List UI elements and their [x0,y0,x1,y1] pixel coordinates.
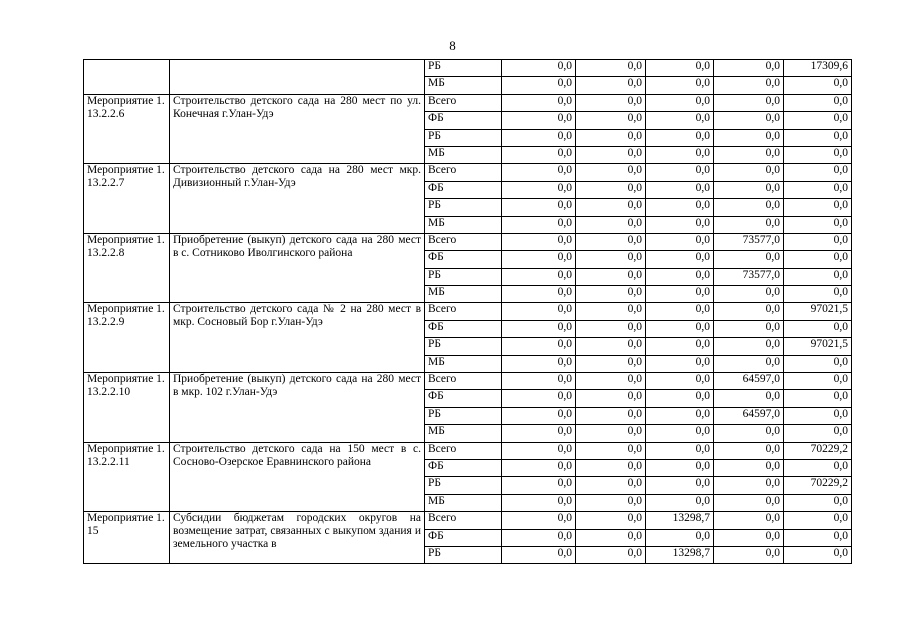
measure-code-cell: Мероприятие 1.13.2.2.6 [84,94,170,164]
value-cell: 0,0 [646,303,714,320]
measure-code-cell: Мероприятие 1.15 [84,512,170,564]
value-cell: 0,0 [646,425,714,442]
value-cell: 0,0 [784,390,852,407]
value-cell: 73577,0 [714,233,784,250]
funding-source-cell: ФБ [425,459,502,476]
value-cell: 0,0 [646,94,714,111]
value-cell: 0,0 [646,77,714,94]
value-cell: 0,0 [576,146,646,163]
value-cell: 0,0 [714,512,784,529]
value-cell: 0,0 [502,164,576,181]
value-cell: 97021,5 [784,303,852,320]
value-cell: 0,0 [576,338,646,355]
value-cell: 0,0 [714,77,784,94]
value-cell: 0,0 [714,390,784,407]
value-cell: 0,0 [502,60,576,77]
measure-code-cell: Мероприятие 1.13.2.2.9 [84,303,170,373]
value-cell: 0,0 [784,164,852,181]
table-row [84,94,852,111]
value-cell: 0,0 [646,355,714,372]
value-cell: 0,0 [502,546,576,563]
measure-description-cell: Строительство детского сада на 150 мест в с. Сосново-Озерское Еравнинского района [170,442,425,512]
table-row [84,303,852,320]
value-cell: 0,0 [502,129,576,146]
value-cell: 0,0 [576,320,646,337]
value-cell: 0,0 [714,94,784,111]
funding-source-cell: ФБ [425,112,502,129]
value-cell: 0,0 [714,442,784,459]
table-row [84,60,852,77]
value-cell: 0,0 [784,129,852,146]
value-cell: 0,0 [576,181,646,198]
value-cell: 0,0 [714,546,784,563]
value-cell: 0,0 [784,268,852,285]
value-cell: 0,0 [714,286,784,303]
table-row [84,512,852,529]
value-cell: 0,0 [784,251,852,268]
measure-code-cell [84,60,170,95]
value-cell: 70229,2 [784,477,852,494]
measure-code-cell: Мероприятие 1.13.2.2.7 [84,164,170,234]
value-cell: 70229,2 [784,442,852,459]
value-cell: 0,0 [646,199,714,216]
funding-source-cell: МБ [425,216,502,233]
value-cell: 0,0 [502,251,576,268]
value-cell: 0,0 [784,529,852,546]
funding-source-cell: Всего [425,303,502,320]
value-cell: 0,0 [576,477,646,494]
value-cell: 0,0 [576,425,646,442]
value-cell: 0,0 [646,390,714,407]
value-cell: 64597,0 [714,407,784,424]
value-cell: 0,0 [646,164,714,181]
value-cell: 0,0 [714,338,784,355]
value-cell: 0,0 [646,112,714,129]
value-cell: 0,0 [576,77,646,94]
value-cell: 0,0 [576,512,646,529]
value-cell: 0,0 [576,546,646,563]
funding-source-cell: ФБ [425,181,502,198]
value-cell: 0,0 [784,425,852,442]
value-cell: 0,0 [784,112,852,129]
value-cell: 0,0 [576,164,646,181]
funding-source-cell: ФБ [425,529,502,546]
value-cell: 0,0 [646,373,714,390]
value-cell: 0,0 [784,94,852,111]
value-cell: 0,0 [714,303,784,320]
value-cell: 0,0 [502,94,576,111]
funding-source-cell: МБ [425,425,502,442]
value-cell: 0,0 [502,338,576,355]
value-cell: 0,0 [714,459,784,476]
value-cell: 0,0 [714,129,784,146]
value-cell: 0,0 [576,94,646,111]
value-cell: 0,0 [784,373,852,390]
funding-source-cell: РБ [425,60,502,77]
value-cell: 0,0 [502,494,576,511]
value-cell: 0,0 [502,233,576,250]
funding-source-cell: Всего [425,233,502,250]
value-cell: 0,0 [576,442,646,459]
value-cell: 0,0 [576,459,646,476]
value-cell: 0,0 [646,286,714,303]
page-number: 8 [449,38,456,53]
value-cell: 0,0 [646,459,714,476]
value-cell: 0,0 [714,477,784,494]
value-cell: 0,0 [784,77,852,94]
value-cell: 0,0 [646,181,714,198]
value-cell: 0,0 [646,233,714,250]
funding-source-cell: МБ [425,286,502,303]
funding-source-cell: Всего [425,94,502,111]
measure-description-cell: Субсидии бюджетам городских округов на возмещение затрат, связанных с выкупом здания и земельного участка в [170,512,425,564]
value-cell: 0,0 [646,129,714,146]
value-cell: 0,0 [576,494,646,511]
value-cell: 0,0 [576,303,646,320]
funding-source-cell: ФБ [425,251,502,268]
measure-description-cell: Строительство детского сада на 280 мест по ул. Конечная г.Улан-Удэ [170,94,425,164]
funding-source-cell: ФБ [425,320,502,337]
value-cell: 0,0 [576,251,646,268]
value-cell: 0,0 [646,146,714,163]
measure-description-cell: Строительство детского сада на 280 мест мкр. Дивизионный г.Улан-Удэ [170,164,425,234]
value-cell: 0,0 [502,199,576,216]
value-cell: 0,0 [502,407,576,424]
value-cell: 0,0 [714,494,784,511]
value-cell: 0,0 [646,442,714,459]
funding-source-cell: РБ [425,477,502,494]
value-cell: 0,0 [576,233,646,250]
value-cell: 0,0 [502,320,576,337]
table-row [84,442,852,459]
value-cell: 0,0 [714,199,784,216]
funding-source-cell: МБ [425,355,502,372]
value-cell: 0,0 [714,112,784,129]
value-cell: 0,0 [576,199,646,216]
funding-source-cell: РБ [425,338,502,355]
value-cell: 0,0 [784,181,852,198]
value-cell: 0,0 [502,303,576,320]
value-cell: 0,0 [502,112,576,129]
value-cell: 0,0 [784,494,852,511]
measure-code-cell: Мероприятие 1.13.2.2.11 [84,442,170,512]
measure-code-cell: Мероприятие 1.13.2.2.8 [84,233,170,303]
value-cell: 0,0 [646,477,714,494]
funding-source-cell: Всего [425,442,502,459]
funding-source-cell: МБ [425,146,502,163]
value-cell: 0,0 [576,407,646,424]
value-cell: 0,0 [502,373,576,390]
value-cell: 0,0 [784,407,852,424]
value-cell: 0,0 [576,268,646,285]
value-cell: 0,0 [502,216,576,233]
value-cell: 0,0 [502,529,576,546]
value-cell: 0,0 [784,512,852,529]
value-cell: 0,0 [784,216,852,233]
value-cell: 0,0 [646,251,714,268]
value-cell: 13298,7 [646,512,714,529]
value-cell: 97021,5 [784,338,852,355]
value-cell: 0,0 [576,129,646,146]
value-cell: 0,0 [646,407,714,424]
funding-source-cell: МБ [425,494,502,511]
funding-source-cell: РБ [425,129,502,146]
value-cell: 0,0 [784,320,852,337]
value-cell: 0,0 [502,146,576,163]
measure-description-cell: Строительство детского сада № 2 на 280 мест в мкр. Сосновый Бор г.Улан-Удэ [170,303,425,373]
measure-description-cell: Приобретение (выкуп) детского сада на 280 мест в с. Сотниково Иволгинского района [170,233,425,303]
value-cell: 0,0 [576,112,646,129]
value-cell: 0,0 [646,529,714,546]
value-cell: 0,0 [646,268,714,285]
value-cell: 0,0 [714,425,784,442]
table-row [84,164,852,181]
value-cell: 0,0 [502,77,576,94]
value-cell: 0,0 [784,233,852,250]
value-cell: 13298,7 [646,546,714,563]
value-cell: 0,0 [502,286,576,303]
funding-source-cell: МБ [425,77,502,94]
value-cell: 0,0 [714,529,784,546]
value-cell: 0,0 [502,181,576,198]
value-cell: 0,0 [714,216,784,233]
funding-source-cell: РБ [425,268,502,285]
funding-source-cell: РБ [425,199,502,216]
value-cell: 0,0 [576,529,646,546]
value-cell: 0,0 [714,355,784,372]
value-cell: 0,0 [502,512,576,529]
value-cell: 73577,0 [714,268,784,285]
value-cell: 0,0 [784,459,852,476]
funding-source-cell: РБ [425,546,502,563]
value-cell: 0,0 [714,164,784,181]
value-cell: 0,0 [646,494,714,511]
budget-table [83,59,852,564]
funding-source-cell: РБ [425,407,502,424]
table-row [84,373,852,390]
value-cell: 0,0 [646,338,714,355]
value-cell: 0,0 [646,60,714,77]
value-cell: 0,0 [646,216,714,233]
value-cell: 0,0 [576,216,646,233]
measure-description-cell: Приобретение (выкуп) детского сада на 280 мест в мкр. 102 г.Улан-Удэ [170,373,425,443]
value-cell: 64597,0 [714,373,784,390]
value-cell: 0,0 [784,146,852,163]
value-cell: 0,0 [576,286,646,303]
value-cell: 0,0 [502,459,576,476]
value-cell: 0,0 [714,181,784,198]
table-row [84,233,852,250]
value-cell: 0,0 [576,355,646,372]
value-cell: 0,0 [714,320,784,337]
value-cell: 0,0 [502,355,576,372]
measure-code-cell: Мероприятие 1.13.2.2.10 [84,373,170,443]
measure-description-cell [170,60,425,95]
value-cell: 0,0 [714,251,784,268]
value-cell: 0,0 [576,373,646,390]
value-cell: 0,0 [784,286,852,303]
value-cell: 0,0 [784,355,852,372]
value-cell: 0,0 [502,442,576,459]
value-cell: 0,0 [576,60,646,77]
value-cell: 0,0 [714,146,784,163]
value-cell: 0,0 [576,390,646,407]
funding-source-cell: Всего [425,373,502,390]
funding-source-cell: Всего [425,512,502,529]
value-cell: 17309,6 [784,60,852,77]
value-cell: 0,0 [502,268,576,285]
value-cell: 0,0 [784,199,852,216]
value-cell: 0,0 [784,546,852,563]
value-cell: 0,0 [646,320,714,337]
value-cell: 0,0 [502,477,576,494]
value-cell: 0,0 [714,60,784,77]
value-cell: 0,0 [502,425,576,442]
value-cell: 0,0 [502,390,576,407]
funding-source-cell: Всего [425,164,502,181]
funding-source-cell: ФБ [425,390,502,407]
